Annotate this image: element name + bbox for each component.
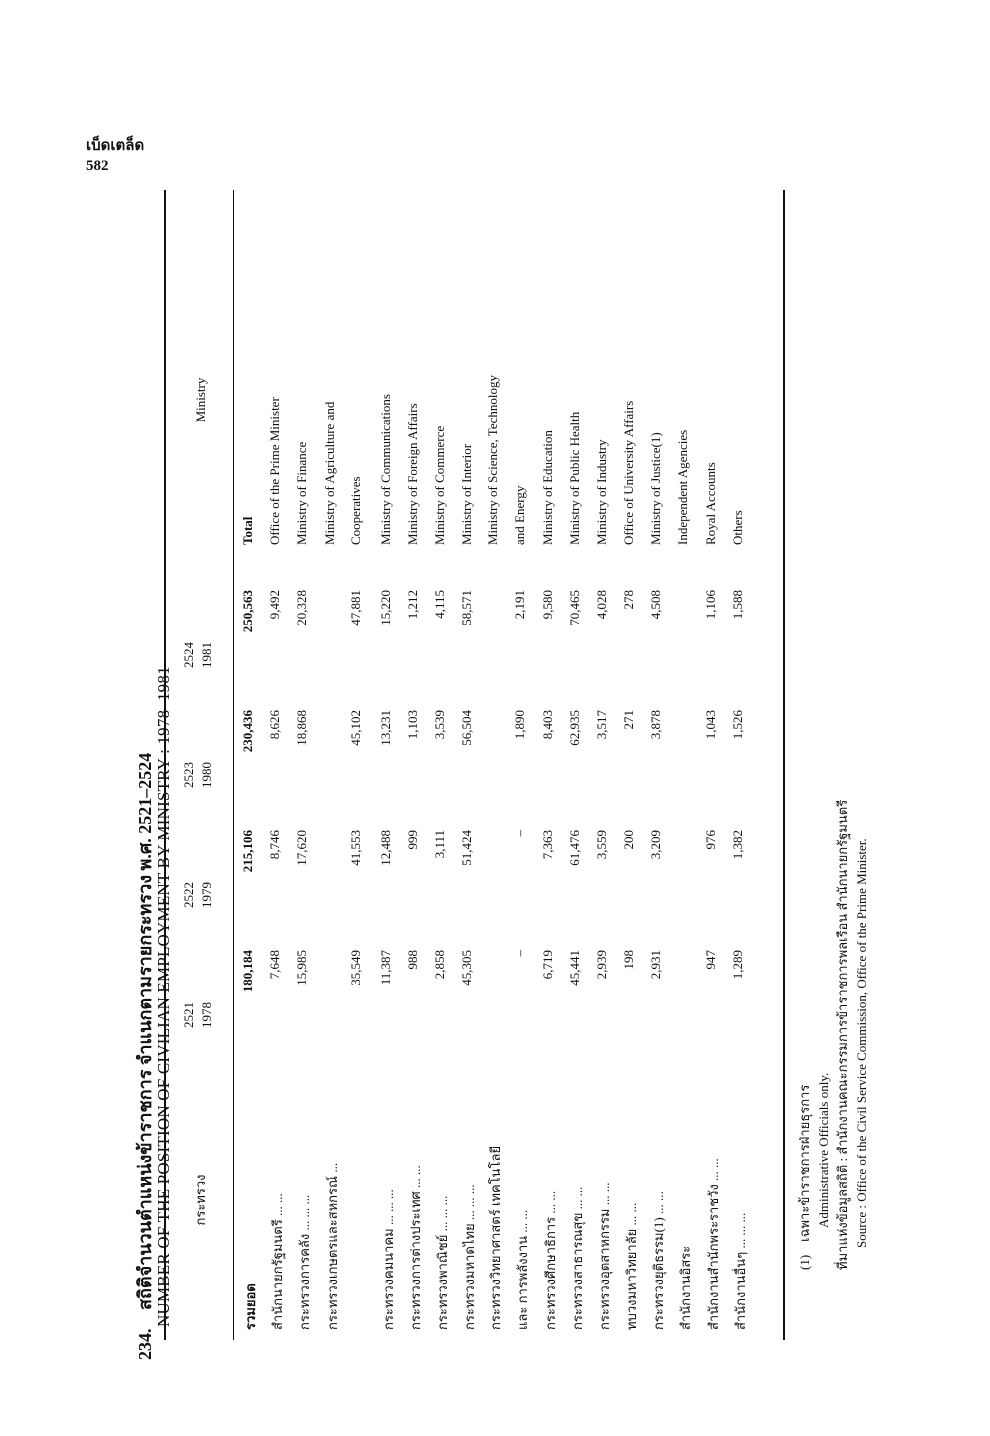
ministry-name-english: Ministry of Commerce bbox=[432, 425, 447, 545]
ministry-name-english: Ministry of Foreign Affairs bbox=[405, 403, 420, 545]
cell-1978: 35,549 bbox=[348, 950, 363, 986]
cell-1978: 45,441 bbox=[567, 950, 582, 986]
cell-1978: 988 bbox=[405, 950, 420, 970]
ministry-name-english: Cooperatives bbox=[348, 476, 363, 545]
cell-1981: 15,220 bbox=[378, 590, 393, 626]
cell-1981: 278 bbox=[621, 590, 636, 610]
cell-1980: 8,403 bbox=[540, 710, 555, 740]
table-title-english: NUMBER OF THE POSITION OF CIVILIAN EMPLOYMENT BY MINISTRY : 1978–1981 bbox=[154, 666, 173, 1327]
ministry-name-thai: กระทรวงศึกษาธิการ ... ... bbox=[543, 1190, 558, 1330]
cell-1980: 3,878 bbox=[648, 710, 663, 740]
ministry-name-thai: และ การพลังงาน ... ... bbox=[515, 1209, 530, 1330]
cell-1978: 1,289 bbox=[730, 950, 745, 980]
footnotes bbox=[795, 800, 871, 1270]
cell-1980: 56,504 bbox=[459, 710, 474, 746]
ministry-name-english: Others bbox=[730, 510, 745, 545]
table-top-rule bbox=[164, 190, 166, 1340]
cell-1979: – bbox=[512, 830, 527, 837]
ministry-name-thai: กระทรวงยุติธรรม(1) ... ... bbox=[651, 1191, 666, 1330]
cell-1981: 1,106 bbox=[703, 590, 718, 620]
column-header-1978: 2521 1978 bbox=[181, 1002, 214, 1028]
source-thai: ที่มาแห่งข้อมูลสถิติ : สำนักงานคณะกรรมการข้าราชการพลเรือน สำนักนายกรัฐมนตรี bbox=[835, 799, 850, 1270]
ministry-name-thai: กระทรวงการต่างประเทศ ... ... bbox=[408, 1165, 423, 1330]
rotated-table-page bbox=[130, 200, 869, 1360]
table-row bbox=[432, 190, 458, 1340]
cell-1978: 180,184 bbox=[240, 950, 255, 993]
cell-1979: 41,553 bbox=[348, 830, 363, 866]
cell-1978: 2,858 bbox=[432, 950, 447, 980]
cell-1980: 1,526 bbox=[730, 710, 745, 740]
table-header-rule bbox=[233, 190, 234, 1340]
cell-1980: 13,231 bbox=[378, 710, 393, 746]
cell-1979: 7,363 bbox=[540, 830, 555, 860]
ministry-name-english: Ministry of Industry bbox=[594, 439, 609, 545]
column-header-thai: กระทรวง bbox=[193, 1174, 208, 1226]
table-row-total bbox=[240, 190, 266, 1340]
cell-1978: 198 bbox=[621, 950, 636, 970]
cell-1979: 3,209 bbox=[648, 830, 663, 860]
column-header-english: Ministry bbox=[193, 377, 208, 423]
cell-1979: 3,111 bbox=[432, 830, 447, 859]
ministry-name-thai: กระทรวงเกษตรและสหกรณ์ ... bbox=[325, 1162, 340, 1330]
ministry-name-english: Independent Agencies bbox=[675, 429, 690, 545]
cell-1980: 3,539 bbox=[432, 710, 447, 740]
table-bottom-rule bbox=[783, 190, 785, 1340]
ministry-name-thai: กระทรวงคมนาคม ... ... ... bbox=[381, 1189, 396, 1330]
ministry-name-thai: สำนักงานสำนักพระราชวัง ... ... bbox=[706, 1158, 721, 1330]
cell-1981: 4,508 bbox=[648, 590, 663, 620]
ministry-name-english: Office of University Affairs bbox=[621, 400, 636, 545]
table-number: 234. bbox=[135, 1328, 155, 1360]
ministry-name-english: Ministry of Finance bbox=[294, 441, 309, 545]
table-row bbox=[540, 190, 566, 1340]
cell-1981: 58,571 bbox=[459, 590, 474, 626]
ministry-name-thai: กระทรวงสาธารณสุข ... ... bbox=[570, 1186, 585, 1330]
ministry-name-english: Ministry of Interior bbox=[459, 443, 474, 545]
column-header-1979: 2522 1979 bbox=[181, 882, 214, 908]
table-row bbox=[322, 190, 348, 1340]
cell-1981: 47,881 bbox=[348, 590, 363, 626]
cell-1979: 1,382 bbox=[730, 830, 745, 860]
ministry-name-english: Royal Accounts bbox=[703, 462, 718, 545]
table-row bbox=[512, 190, 538, 1340]
cell-1981: 250,563 bbox=[240, 590, 255, 633]
table-row bbox=[648, 190, 674, 1340]
footnote-english: Administrative Officials only. bbox=[816, 1072, 831, 1228]
page-header bbox=[86, 136, 144, 176]
cell-1978: 11,387 bbox=[378, 950, 393, 986]
cell-1981: 2,191 bbox=[512, 590, 527, 620]
ministry-name-english: Office of the Prime Minister bbox=[267, 397, 282, 545]
cell-1978: 45,305 bbox=[459, 950, 474, 986]
ministry-name-thai: กระทรวงพาณิชย์ ... ... ... bbox=[435, 1195, 450, 1330]
ministry-name-thai: กระทรวงการคลัง ... ... ... bbox=[297, 1194, 312, 1330]
cell-1980: 18,868 bbox=[294, 710, 309, 746]
cell-1981: 1,588 bbox=[730, 590, 745, 620]
cell-1979: 61,476 bbox=[567, 830, 582, 866]
column-header-1980: 2523 1980 bbox=[181, 762, 214, 788]
table-row bbox=[730, 190, 756, 1340]
cell-1981: 70,465 bbox=[567, 590, 582, 626]
ministry-name-english: Ministry of Agriculture and bbox=[322, 401, 337, 545]
ministry-name-english: Ministry of Science, Technology bbox=[485, 375, 500, 545]
ministry-name-english: Ministry of Public Health bbox=[567, 411, 582, 545]
ministry-name-thai: กระทรวงวิทยาศาสตร์ เทคโนโลยี bbox=[488, 1145, 503, 1330]
page-number: 582 bbox=[86, 158, 109, 174]
cell-1981: 1,212 bbox=[405, 590, 420, 620]
ministry-name-thai: กระทรวงอุตสาหกรรม ... ... bbox=[597, 1182, 612, 1330]
table-row bbox=[294, 190, 320, 1340]
table-row bbox=[405, 190, 431, 1340]
cell-1980: 3,517 bbox=[594, 710, 609, 740]
cell-1980: 62,935 bbox=[567, 710, 582, 746]
section-label: เบ็ดเตล็ด bbox=[86, 138, 145, 154]
ministry-name-thai: สำนักงานอื่นๆ ... ... ... bbox=[733, 1212, 748, 1330]
cell-1979: 51,424 bbox=[459, 830, 474, 866]
cell-1979: 976 bbox=[703, 830, 718, 850]
cell-1979: 17,620 bbox=[294, 830, 309, 866]
ministry-name-thai: สำนักงานอิสระ bbox=[678, 1245, 693, 1330]
cell-1981: 4,028 bbox=[594, 590, 609, 620]
ministry-name-english: Ministry of Justice(1) bbox=[648, 432, 663, 545]
table-row bbox=[567, 190, 593, 1340]
cell-1980: 45,102 bbox=[348, 710, 363, 746]
cell-1980: 1,890 bbox=[512, 710, 527, 740]
table-row bbox=[703, 190, 729, 1340]
column-header-1981: 2524 1981 bbox=[181, 642, 214, 668]
table-row bbox=[459, 190, 485, 1340]
table-row bbox=[485, 190, 511, 1340]
ministry-name-english: Total bbox=[240, 516, 255, 545]
ministry-name-thai: รวมยอด bbox=[243, 1283, 258, 1330]
ministry-name-thai: ทบวงมหาวิทยาลัย ... ... bbox=[624, 1202, 639, 1330]
cell-1981: 4,115 bbox=[432, 590, 447, 619]
title-thai-text: สถิติจำนวนตำแหน่งข้าราชการ จำแนกตามรายกระทรวง พ.ศ. 2521–2524 bbox=[135, 752, 155, 1310]
cell-1981: 9,492 bbox=[267, 590, 282, 620]
cell-1979: 999 bbox=[405, 830, 420, 850]
ministry-name-english: and Energy bbox=[512, 485, 527, 545]
source-english: Source : Office of the Civil Service Commission, Office of the Prime Minister. bbox=[854, 838, 869, 1248]
table-row bbox=[675, 190, 701, 1340]
cell-1981: 20,328 bbox=[294, 590, 309, 626]
cell-1979: 12,488 bbox=[378, 830, 393, 866]
cell-1980: 230,436 bbox=[240, 710, 255, 753]
cell-1978: 2,939 bbox=[594, 950, 609, 980]
cell-1981: 9,580 bbox=[540, 590, 555, 620]
ministry-name-thai: กระทรวงมหาดไทย ... ... ... bbox=[462, 1184, 477, 1330]
table-row bbox=[621, 190, 647, 1340]
cell-1979: 200 bbox=[621, 830, 636, 850]
cell-1978: 947 bbox=[703, 950, 718, 970]
table-row bbox=[594, 190, 620, 1340]
table-row bbox=[348, 190, 374, 1340]
table-row bbox=[267, 190, 293, 1340]
cell-1980: 271 bbox=[621, 710, 636, 730]
cell-1978: 6,719 bbox=[540, 950, 555, 980]
cell-1980: 1,103 bbox=[405, 710, 420, 740]
cell-1978: 7,648 bbox=[267, 950, 282, 980]
cell-1978: 2,931 bbox=[648, 950, 663, 980]
cell-1978: – bbox=[512, 950, 527, 957]
table-row bbox=[378, 190, 404, 1340]
cell-1979: 8,746 bbox=[267, 830, 282, 860]
cell-1979: 215,106 bbox=[240, 830, 255, 873]
cell-1978: 15,985 bbox=[294, 950, 309, 986]
cell-1980: 8,626 bbox=[267, 710, 282, 740]
ministry-name-english: Ministry of Communications bbox=[378, 394, 393, 545]
footnote-thai: (1) เฉพาะข้าราชการฝ่ายธุรการ bbox=[797, 1084, 812, 1270]
cell-1979: 3,559 bbox=[594, 830, 609, 860]
cell-1980: 1,043 bbox=[703, 710, 718, 740]
ministry-name-thai: สำนักนายกรัฐมนตรี ... ... bbox=[270, 1193, 285, 1330]
ministry-name-english: Ministry of Education bbox=[540, 430, 555, 545]
